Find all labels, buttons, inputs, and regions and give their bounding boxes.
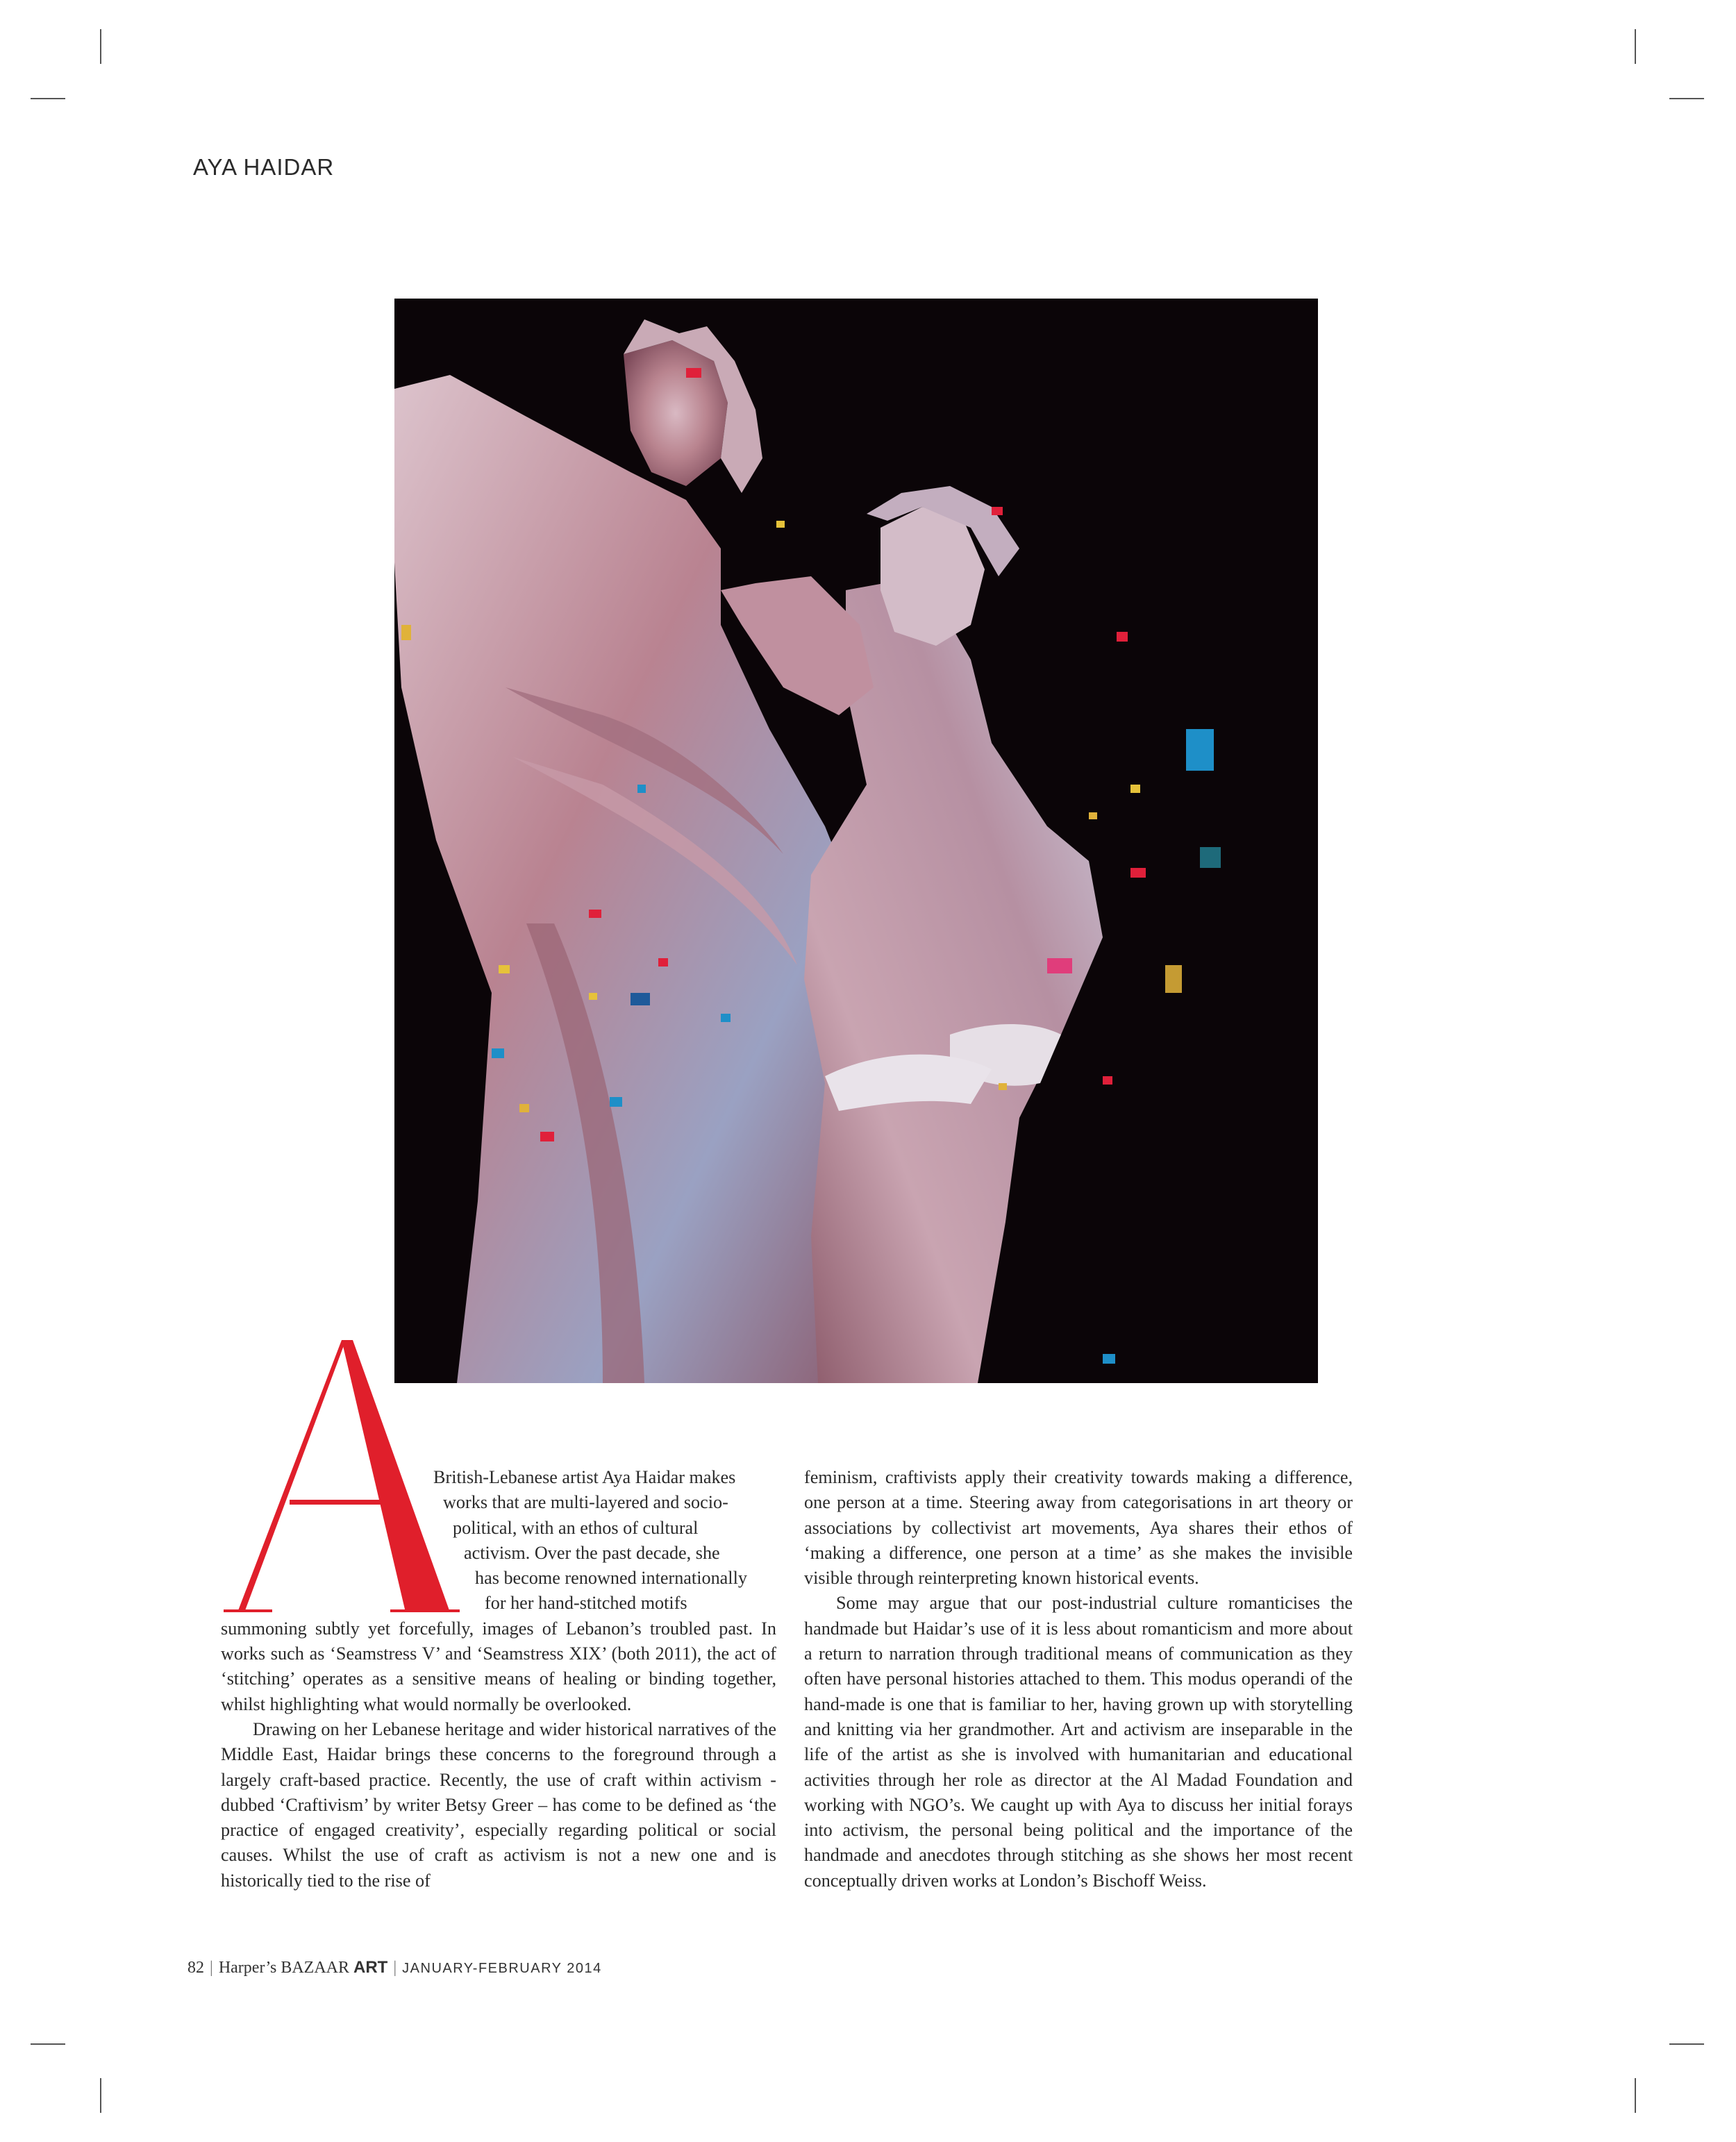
lead-line: British-Lebanese artist Aya Haidar makes	[433, 1467, 736, 1487]
crop-mark	[1669, 2043, 1704, 2045]
paragraph: Some may argue that our post-industrial culture romanticises the handmade but Haidar’s use of it is less about romanticism and more about a return to narration through traditional means of communication as they often have personal histories attached to them. This modus operandi of the hand-made is one that is familiar to her, having grown up with storytelling and knitting via her grandmother. Art and activism are inseparable in the life of the artist as she is involved with humanitarian and educational activities through her role as director at the Al Madad Foundation and working with NGO’s. We caught up with Aya to discuss her initial forays into activism, the personal being political and the importance of the handmade and anecdotes through stitching as she shows her most recent conceptually driven works at London’s Bischoff Weiss.	[804, 1593, 1353, 1891]
crop-mark	[1669, 98, 1704, 99]
page-footer: 82 | Harper’s BAZAAR ART | JANUARY-FEBRUARY 2014	[187, 1958, 602, 1977]
artwork-photo	[394, 299, 1318, 1383]
section-title: AYA HAIDAR	[193, 154, 335, 180]
page-number: 82	[187, 1959, 204, 1977]
crop-mark	[100, 2078, 101, 2113]
crop-mark	[1635, 29, 1636, 64]
crop-mark	[100, 29, 101, 64]
crop-mark	[31, 2043, 65, 2045]
lead-line: for her hand-stitched motifs	[485, 1593, 687, 1614]
article-column-left	[221, 1465, 776, 1893]
magazine-name: Harper’s BAZAAR	[218, 1959, 350, 1977]
crop-mark	[1635, 2078, 1636, 2113]
lead-line: political, with an ethos of cultural	[453, 1517, 699, 1538]
issue-date: JANUARY-FEBRUARY 2014	[402, 1961, 602, 1976]
lead-line: works that are multi-layered and socio-	[443, 1492, 728, 1513]
paragraph: feminism, craftivists apply their creativity towards making a difference, one person at a time. Steering away from categorisations in art theory or associations by collectivist art movements, Aya shares their ethos of ‘making a difference, one person at a time’ as she makes the invisible visible through reinterpreting known historical events.	[804, 1467, 1353, 1589]
lead-line: activism. Over the past decade, she	[464, 1542, 720, 1563]
article-column-right	[804, 1465, 1353, 1893]
paragraph: Drawing on her Lebanese heritage and wider historical narratives of the Middle East, Haidar brings these concerns to the foreground through a largely craft-based practice. Recently, the use of craft within activism - dubbed ‘Craftivism’ by writer Betsy Greer – has come to be defined as ‘the practice of engaged creativity’, especially regarding political or social causes. Whilst the use of craft as activism is not a new one and is historically tied to the rise of	[221, 1718, 776, 1891]
magazine-suffix: ART	[353, 1958, 388, 1977]
statue-figures-image	[394, 299, 1318, 1383]
lead-line: has become renowned internationally	[475, 1568, 747, 1589]
crop-mark	[31, 98, 65, 99]
paragraph: summoning subtly yet forcefully, images of Lebanon’s troubled past. In works such as ‘Seamstress V’ and ‘Seamstress XIX’ (both 2011), the act of ‘stitching’ operates as a sensitive means of healing or binding together, whilst highlighting what would normally be overlooked.	[221, 1618, 776, 1714]
